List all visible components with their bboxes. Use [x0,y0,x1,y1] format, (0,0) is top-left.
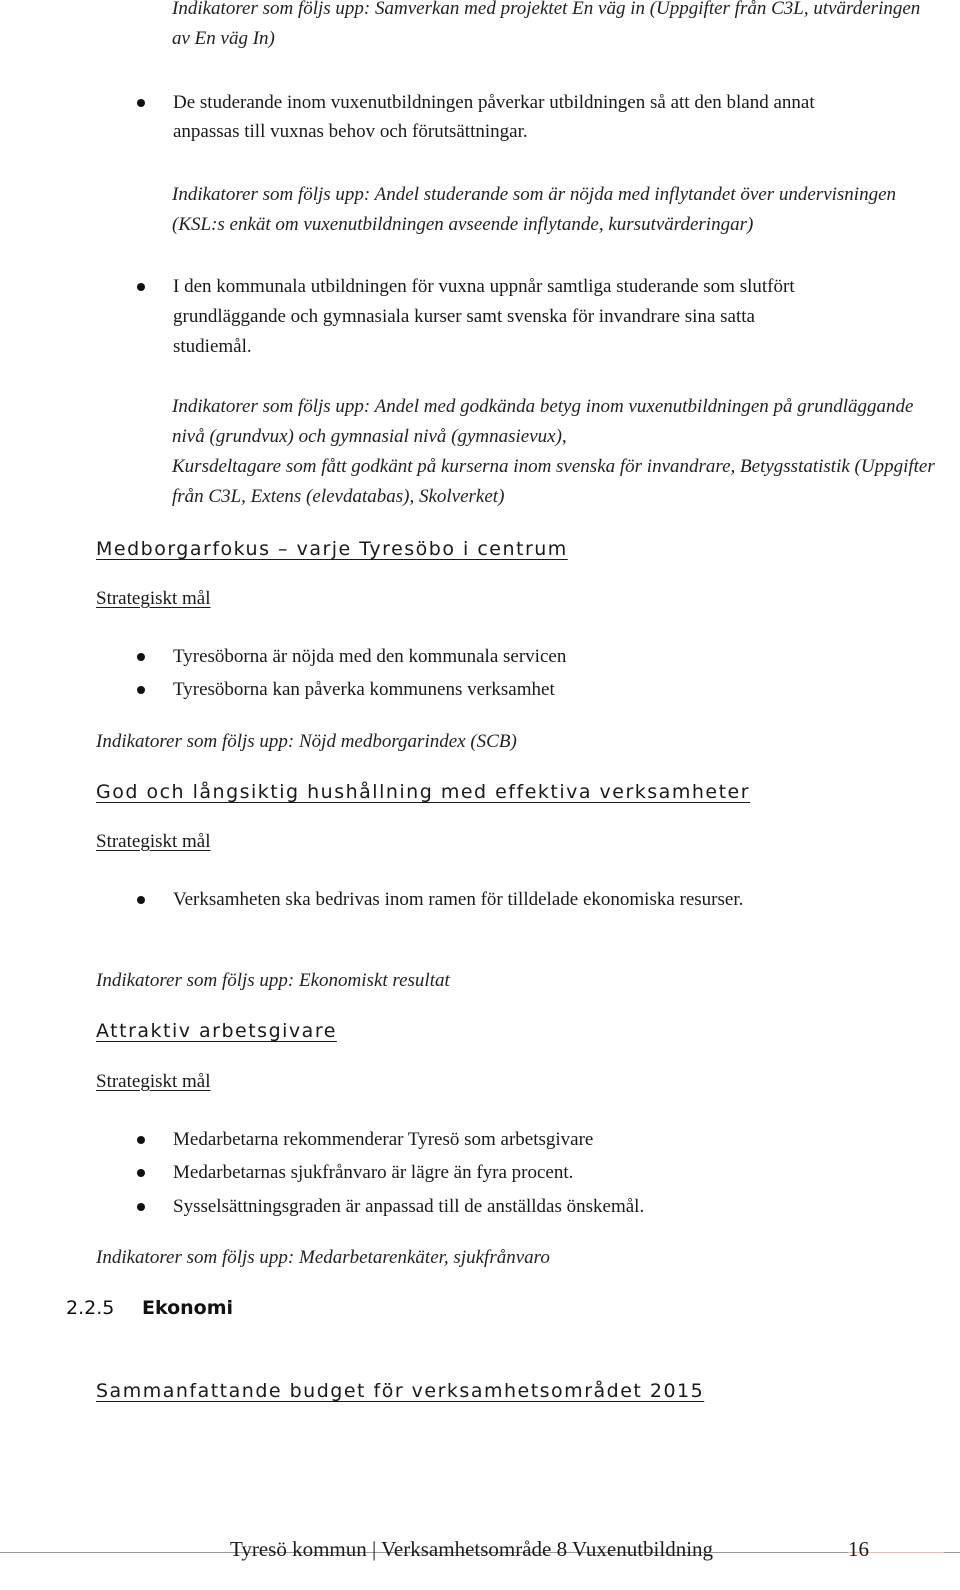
list-item-text: Verksamheten ska bedrivas inom ramen för tilldelade ekonomiska resurser. [173,889,744,910]
indicator-text-line: från C3L, Extens (elevdatabas), Skolverket) [172,486,505,507]
list-item-text: anpassas till vuxnas behov och förutsättningar. [173,121,528,142]
list-item-text: grundläggande och gymnasiala kurser samt svenska för invandrare sina satta [173,306,755,327]
bullet-icon [137,283,145,291]
indicator-text-line: Indikatorer som följs upp: Andel med godkända betyg inom vuxenutbildningen på grundläggande [172,396,914,417]
list-item-text: studiemål. [173,336,252,357]
list-item-text: Tyresöborna kan påverka kommunens verksamhet [173,679,555,700]
section-title: Ekonomi [142,1297,234,1319]
indicator-text-line: Kursdeltagare som fått godkänt på kurserna inom svenska för invandrare, Betygsstatistik (Uppgifter [172,456,935,477]
indicator-text: Indikatorer som följs upp: Nöjd medborgarindex (SCB) [96,731,517,752]
bullet-icon [137,653,145,661]
list-item-text: De studerande inom vuxenutbildningen påverkar utbildningen så att den bland annat [173,92,815,113]
footer-text: Tyresö kommun | Verksamhetsområde 8 Vuxenutbildning [230,1537,714,1561]
indicator-text: Indikatorer som följs upp: Ekonomiskt resultat [96,970,450,991]
indicator-text-line: Indikatorer som följs upp: Andel studerande som är nöjda med inflytandet över undervisningen [172,184,897,205]
bullet-icon [137,99,145,107]
indicator-text-line: (KSL:s enkät om vuxenutbildningen avseende inflytande, kursutvärderingar) [172,214,754,235]
section-number: 2.2.5 [66,1297,115,1319]
list-item-text: Medarbetarna rekommenderar Tyresö som arbetsgivare [173,1129,594,1150]
strategic-goal-label: Strategiskt mål [96,1071,211,1092]
indicator-text-line: Indikatorer som följs upp: Samverkan med projektet En väg in (Uppgifter från C3L, utvärderingen [172,0,921,19]
section-heading-hushallning: God och långsiktig hushållning med effektiva verksamheter [96,781,751,803]
bullet-icon [137,1203,145,1211]
bullet-icon [137,686,145,694]
bullet-icon [137,1169,145,1177]
indicator-text-line: av En väg In) [172,28,275,49]
list-item-text: I den kommunala utbildningen för vuxna uppnår samtliga studerande som slutfört [173,276,795,297]
list-item-text: Medarbetarnas sjukfrånvaro är lägre än fyra procent. [173,1162,574,1183]
page-number: 16 [848,1537,869,1561]
section-heading-medborgarfokus: Medborgarfokus – varje Tyresöbo i centrum [96,538,568,560]
indicator-text: Indikatorer som följs upp: Medarbetarenkäter, sjukfrånvaro [96,1247,550,1268]
section-heading-arbetsgivare: Attraktiv arbetsgivare [96,1020,337,1042]
strategic-goal-label: Strategiskt mål [96,588,211,609]
bullet-icon [137,896,145,904]
bullet-icon [137,1136,145,1144]
list-item-text: Tyresöborna är nöjda med den kommunala servicen [173,646,567,667]
strategic-goal-label: Strategiskt mål [96,831,211,852]
section-heading-budget: Sammanfattande budget för verksamhetsområdet 2015 [96,1380,705,1402]
indicator-text-line: nivå (grundvux) och gymnasial nivå (gymnasievux), [172,426,567,447]
list-item-text: Sysselsättningsgraden är anpassad till de anställdas önskemål. [173,1196,645,1217]
